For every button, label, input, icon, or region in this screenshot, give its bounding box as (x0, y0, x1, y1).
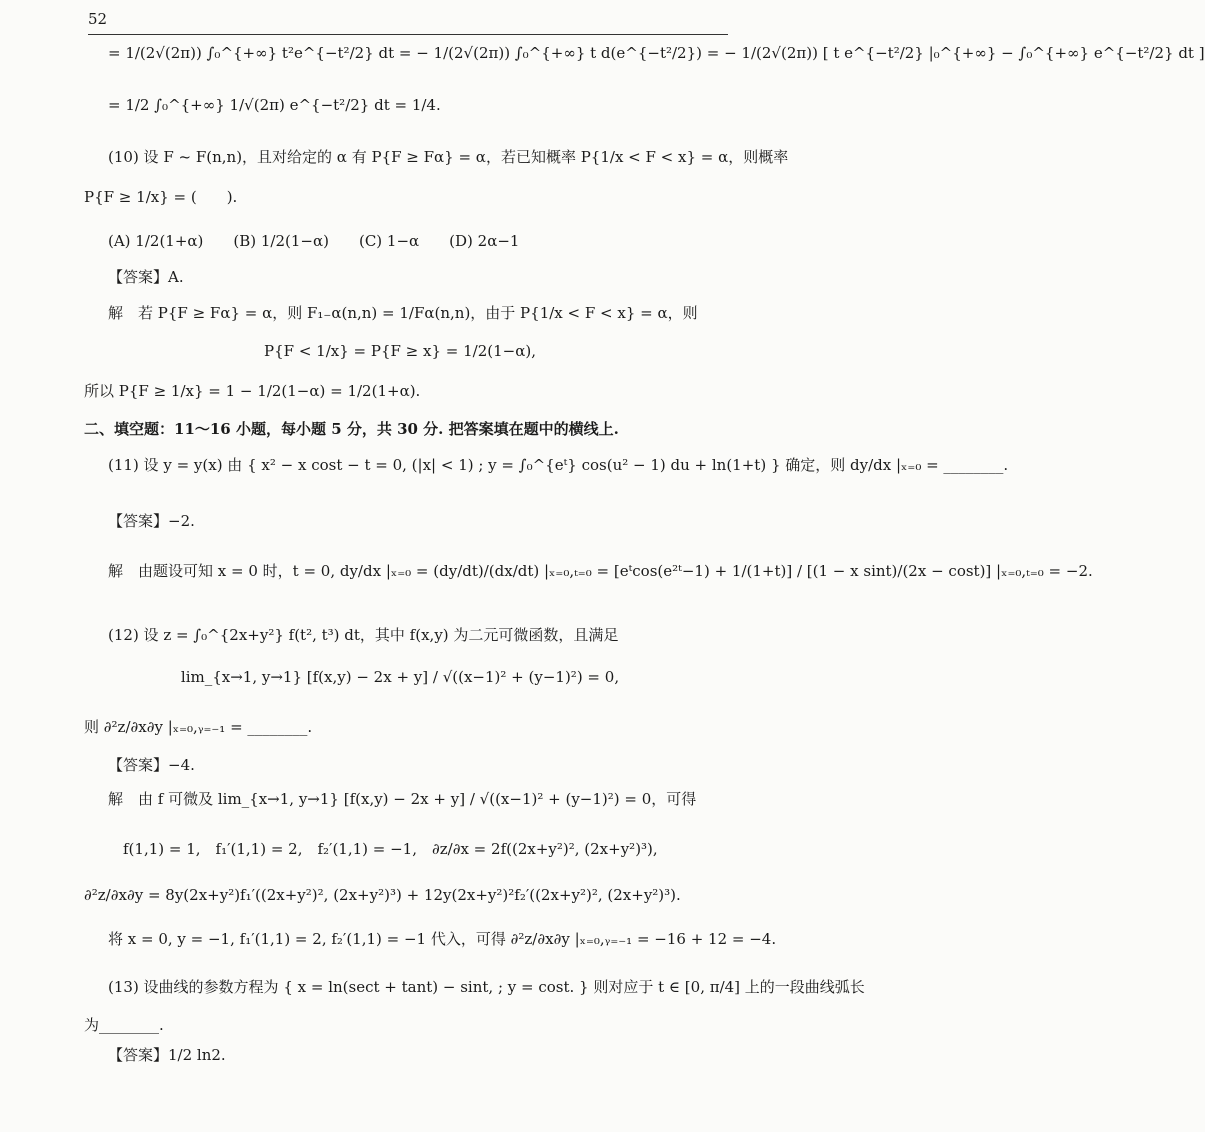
text-line-l4: P{F ≥ 1/x} = ( ). (84, 188, 238, 206)
text-line-l5: (A) 1/2(1+α) (B) 1/2(1−α) (C) 1−α (D) 2α−1 (108, 232, 520, 250)
text-line-l6: 【答案】A. (108, 268, 184, 286)
header-rule (88, 34, 728, 35)
text-line-l11: (11) 设 y = y(x) 由 { x² − x cost − t = 0, (|x| < 1) ; y = ∫₀^{eᵗ} cos(u² − 1) du + ln(1+t) } 确定，则 dy/dx |ₓ₌₀ = ________. (108, 456, 1009, 474)
text-line-l1: = 1/(2√(2π)) ∫₀^{+∞} t²e^{−t²/2} dt = − 1/(2√(2π)) ∫₀^{+∞} t d(e^{−t²/2}) = − 1/(2√(2π)) [ t e^{−t²/2} |₀^{+∞} − ∫₀^{+∞} e^{−t²/2} dt ] (108, 44, 1205, 62)
text-line-l15: lim_{x→1, y→1} [f(x,y) − 2x + y] / √((x−1)² + (y−1)²) = 0, (180, 668, 620, 686)
text-line-l9: 所以 P{F ≥ 1/x} = 1 − 1/2(1−α) = 1/2(1+α). (84, 382, 421, 400)
text-line-l2: = 1/2 ∫₀^{+∞} 1/√(2π) e^{−t²/2} dt = 1/4. (108, 96, 441, 114)
text-line-l8: P{F < 1/x} = P{F ≥ x} = 1/2(1−α), (264, 342, 536, 360)
text-line-l21: 将 x = 0, y = −1, f₁′(1,1) = 2, f₂′(1,1) = −1 代入，可得 ∂²z/∂x∂y |ₓ₌₀,ᵧ₌₋₁ = −16 + 12 = −4. (108, 930, 777, 948)
text-line-l22: (13) 设曲线的参数方程为 { x = ln(sect + tant) − sint, ; y = cost. } 则对应于 t ∈ [0, π/4] 上的一段曲线弧长 (108, 978, 865, 996)
text-line-l19: f(1,1) = 1, f₁′(1,1) = 2, f₂′(1,1) = −1, ∂z/∂x = 2f((2x+y²)², (2x+y²)³), (108, 840, 658, 858)
text-line-l7: 解 若 P{F ≥ Fα} = α，则 F₁₋α(n,n) = 1/Fα(n,n)，由于 P{1/x < F < x} = α，则 (108, 304, 698, 322)
text-line-l17: 【答案】−4. (108, 756, 195, 774)
page-number: 52 (88, 10, 108, 28)
text-line-l12: 【答案】−2. (108, 512, 195, 530)
text-line-l16: 则 ∂²z/∂x∂y |ₓ₌₀,ᵧ₌₋₁ = ________. (84, 718, 313, 736)
text-line-l10: 二、填空题：11～16 小题，每小题 5 分，共 30 分. 把答案填在题中的横线上. (84, 420, 619, 438)
text-line-l23: 为________. (84, 1016, 164, 1034)
text-line-l3: (10) 设 F ~ F(n,n)，且对给定的 α 有 P{F ≥ Fα} = α，若已知概率 P{1/x < F < x} = α，则概率 (108, 148, 789, 166)
text-line-l14: (12) 设 z = ∫₀^{2x+y²} f(t², t³) dt，其中 f(x,y) 为二元可微函数，且满足 (108, 626, 619, 644)
text-line-l18: 解 由 f 可微及 lim_{x→1, y→1} [f(x,y) − 2x + y] / √((x−1)² + (y−1)²) = 0，可得 (108, 790, 697, 808)
text-line-l24: 【答案】1/2 ln2. (108, 1046, 226, 1064)
text-line-l20: ∂²z/∂x∂y = 8y(2x+y²)f₁′((2x+y²)², (2x+y²)³) + 12y(2x+y²)²f₂′((2x+y²)², (2x+y²)³). (84, 886, 681, 904)
text-line-l13: 解 由题设可知 x = 0 时，t = 0, dy/dx |ₓ₌₀ = (dy/dt)/(dx/dt) |ₓ₌₀,ₜ₌₀ = [eᵗcos(e²ᵗ−1) + 1/(1+t)] / [(1 − x sint)/(2x − cost)] |ₓ₌₀,ₜ₌₀ = −2. (108, 562, 1093, 580)
